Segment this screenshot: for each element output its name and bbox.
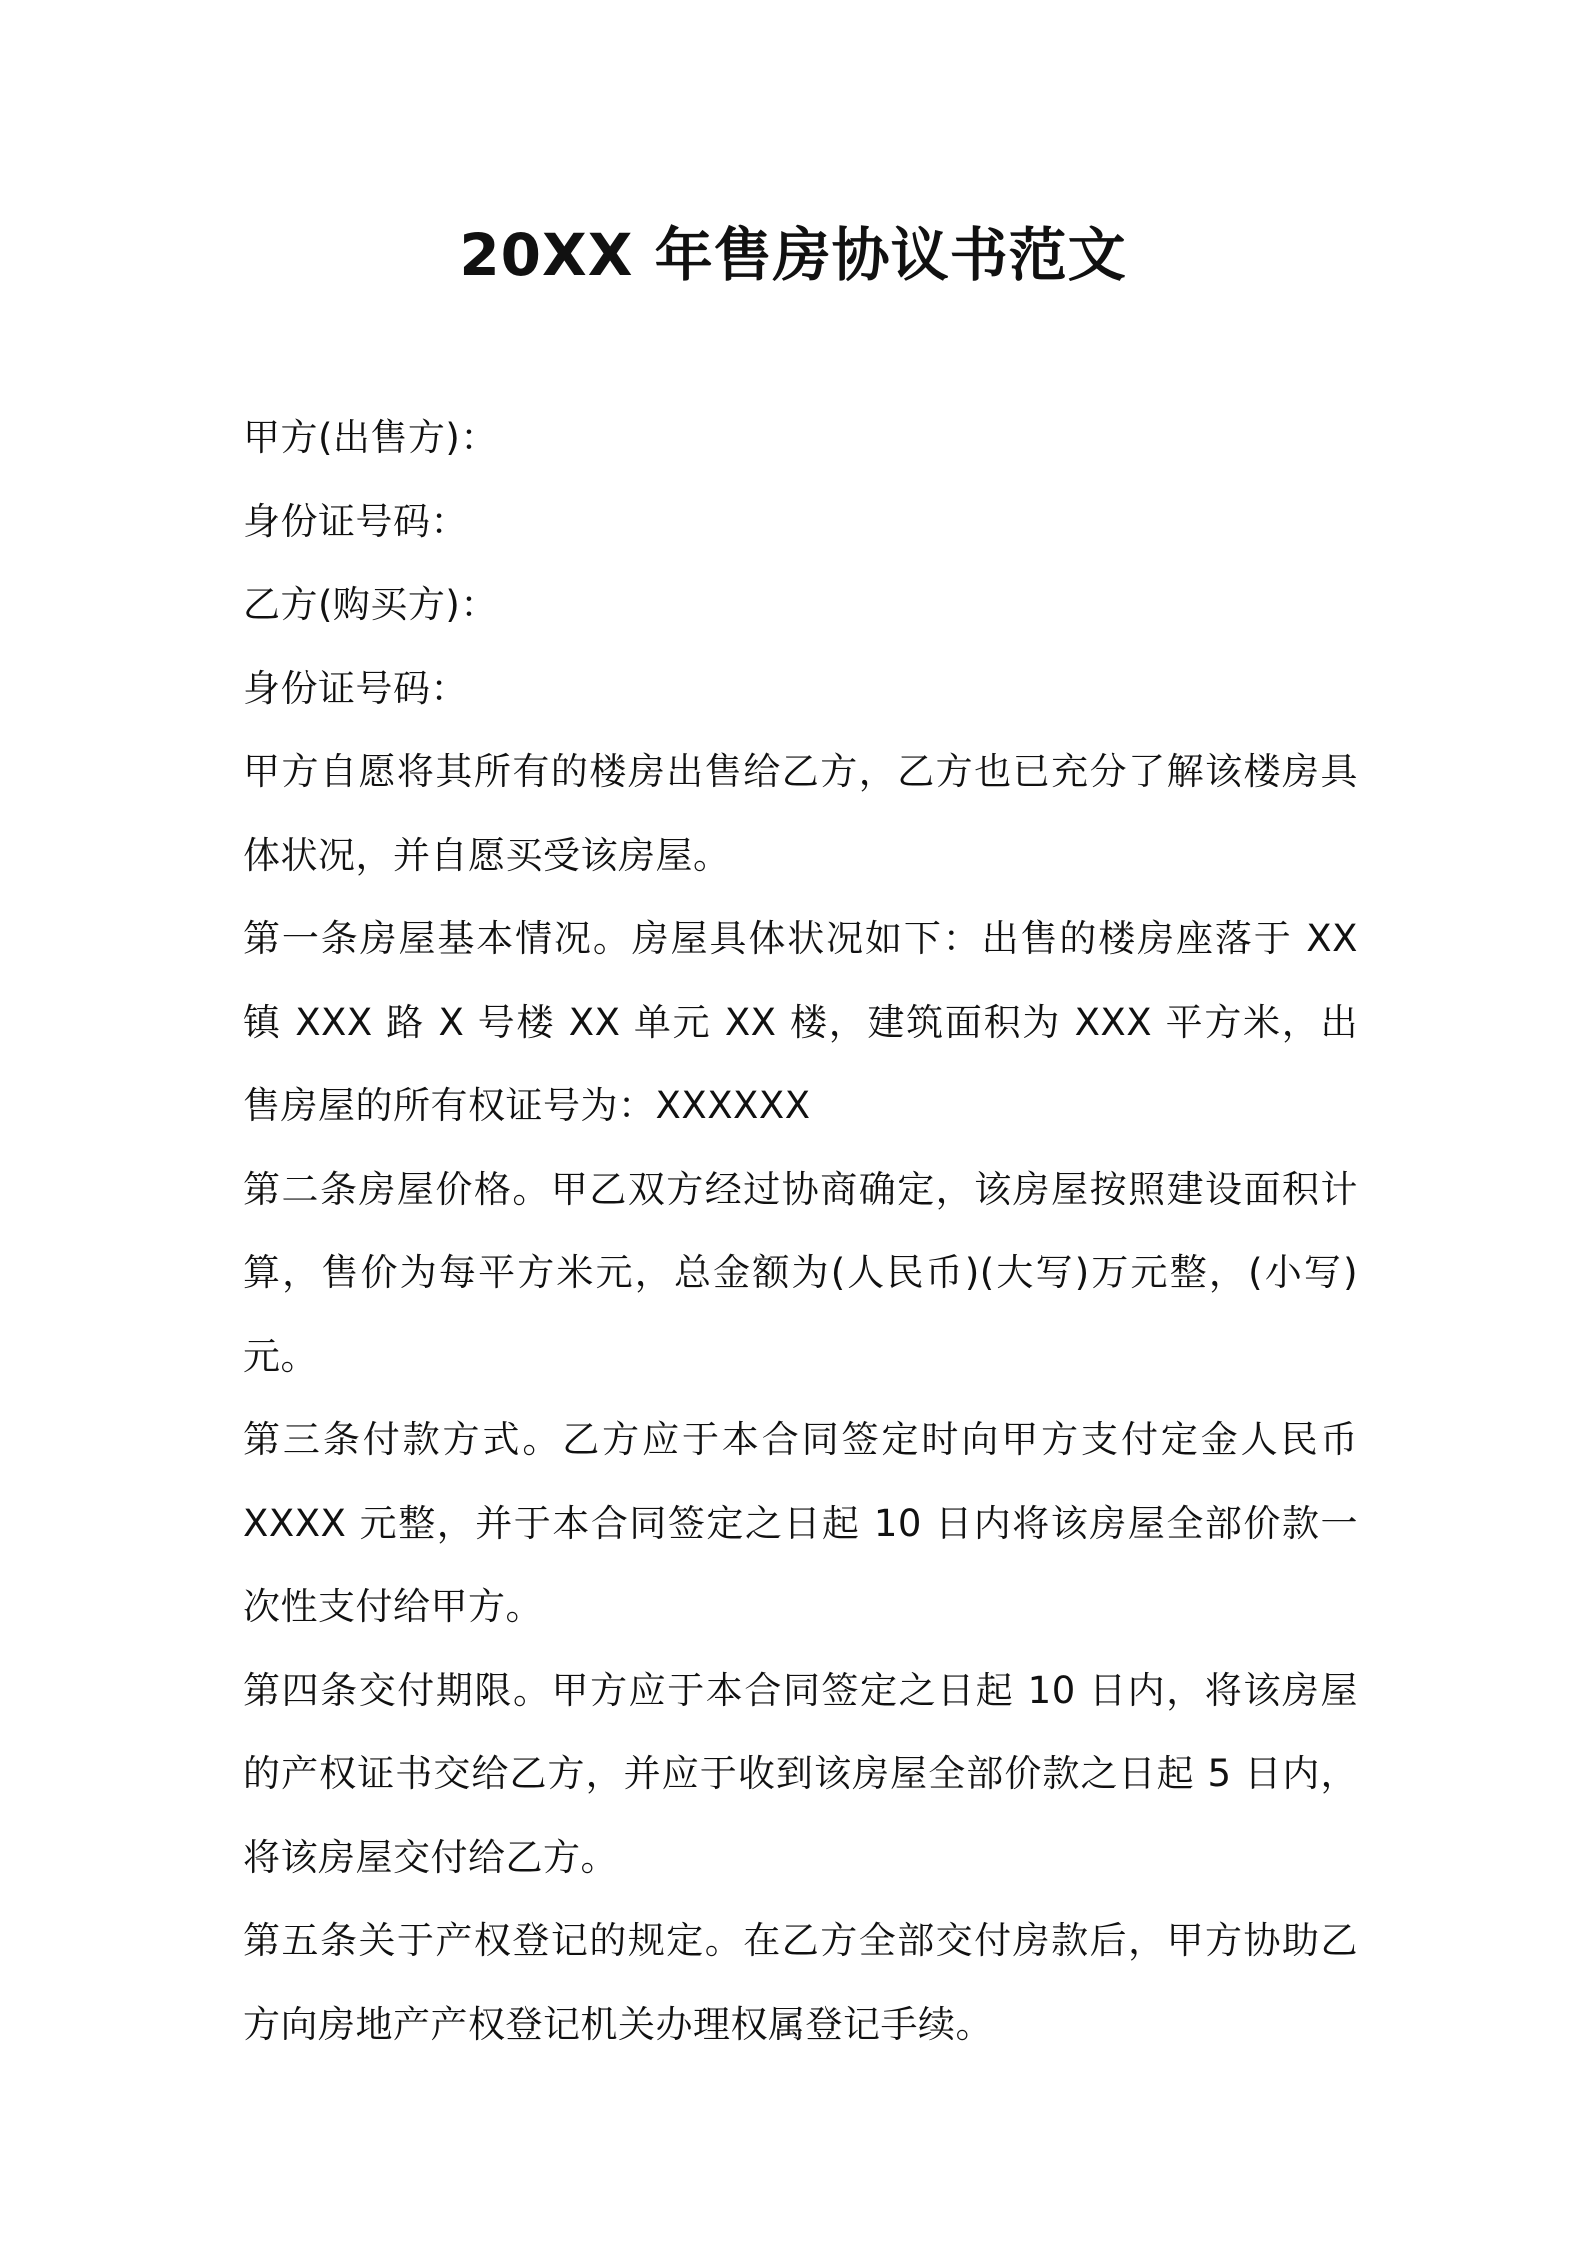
article-5-paragraph: 第五条关于产权登记的规定。在乙方全部交付房款后，甲方协助乙方向房地产产权登记机关办理权属登记手续。 [243, 1919, 1358, 2046]
buyer-id-line: 身份证号码： [243, 666, 468, 710]
preamble-paragraph: 甲方自愿将其所有的楼房出售给乙方，乙方也已充分了解该楼房具体状况，并自愿买受该房屋。 [243, 750, 1358, 877]
document-body [243, 396, 1358, 2066]
seller-id-line: 身份证号码： [243, 499, 468, 543]
article-3-paragraph: 第三条付款方式。乙方应于本合同签定时向甲方支付定金人民币 XXXX 元整，并于本合同签定之日起 10 日内将该房屋全部价款一次性支付给甲方。 [243, 1418, 1358, 1628]
article-1-paragraph: 第一条房屋基本情况。房屋具体状况如下：出售的楼房座落于 XX 镇 XXX 路 X 号楼 XX 单元 XX 楼，建筑面积为 XXX 平方米，出售房屋的所有权证号为：XXXXXX [243, 917, 1358, 1127]
article-4-paragraph: 第四条交付期限。甲方应于本合同签定之日起 10 日内，将该房屋的产权证书交给乙方，并应于收到该房屋全部价款之日起 5 日内，将该房屋交付给乙方。 [243, 1668, 1358, 1879]
seller-line: 甲方(出售方)： [243, 416, 498, 459]
article-2-paragraph: 第二条房屋价格。甲乙双方经过协商确定，该房屋按照建设面积计算，售价为每平方米元，总金额为(人民币)(大写)万元整，(小写)元。 [243, 1167, 1358, 1378]
buyer-line: 乙方(购买方)： [243, 583, 498, 626]
document-title: 20XX 年售房协议书范文 [459, 221, 1127, 289]
